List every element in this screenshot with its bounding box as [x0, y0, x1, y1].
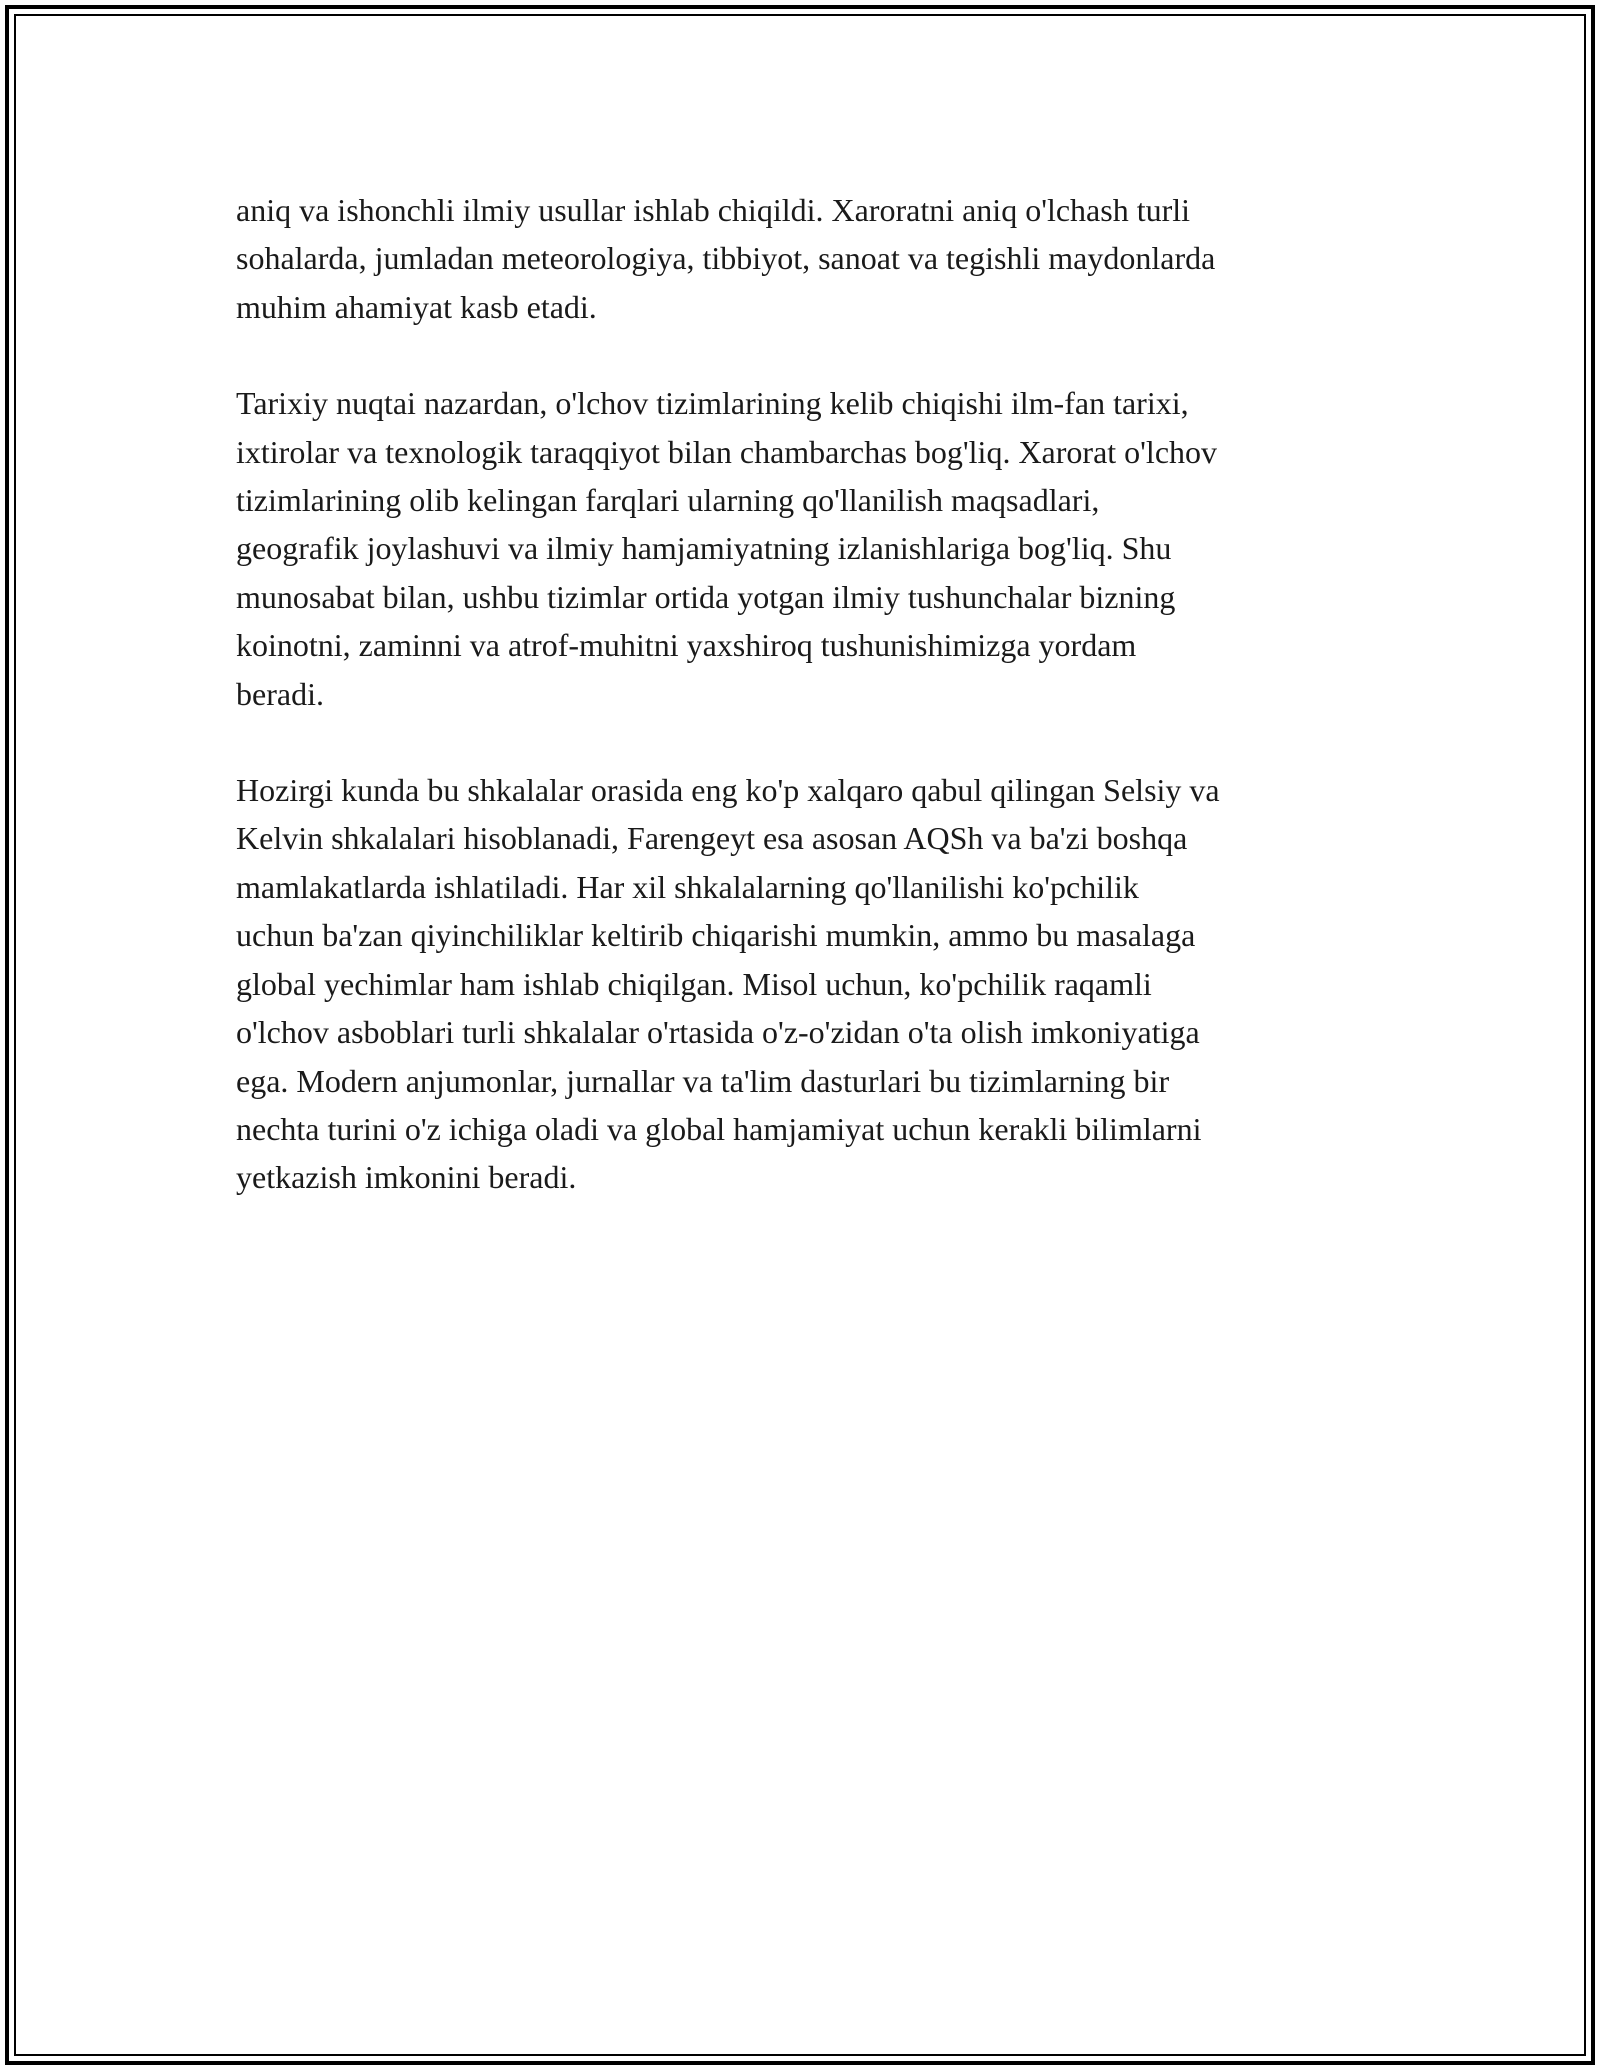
text-line: mamlakatlarda ishlatiladi. Har xil shkalalarning qo'llanilishi ko'pchilik: [236, 868, 1139, 905]
text-line: ixtirolar va texnologik taraqqiyot bilan chambarchas bog'liq. Xarorat o'lchov: [236, 433, 1218, 470]
text-line: Hozirgi kunda bu shkalalar orasida eng ko'p xalqaro qabul qilingan Selsiy va: [236, 772, 1220, 809]
text-line: aniq va ishonchli ilmiy usullar ishlab chiqildi. Xaroratni aniq o'lchash turli: [236, 192, 1191, 228]
text-line: geografik joylashuvi va ilmiy hamjamiyatning izlanishlariga bog'liq. Shu: [236, 530, 1172, 567]
text-line: Kelvin shkalalari hisoblanadi, Farengeyt esa asosan AQSh va ba'zi boshqa: [236, 820, 1188, 857]
text-line: tizimlarining olib kelingan farqlari ularning qo'llanilish maqsadlari,: [236, 482, 1100, 519]
text-line: sohalarda, jumladan meteorologiya, tibbiyot, sanoat va tegishli maydonlarda: [236, 240, 1216, 277]
text-line: Tarixiy nuqtai nazardan, o'lchov tizimlarining kelib chiqishi ilm-fan tarixi,: [236, 385, 1189, 422]
text-line: muhim ahamiyat kasb etadi.: [236, 288, 597, 325]
paragraph-1: [236, 186, 1366, 331]
text-line: uchun ba'zan qiyinchiliklar keltirib chiqarishi mumkin, ammo bu masalaga: [236, 917, 1196, 954]
text-line: ega. Modern anjumonlar, jurnallar va ta'lim dasturlari bu tizimlarning bir: [236, 1062, 1170, 1099]
text-line: koinotni, zaminni va atrof-muhitni yaxshiroq tushunishimizga yordam: [236, 627, 1137, 664]
text-line: global yechimlar ham ishlab chiqilgan. Misol uchun, ko'pchilik raqamli: [236, 965, 1152, 1002]
text-line: o'lchov asboblari turli shkalalar o'rtasida o'z-o'zidan o'ta olish imkoniyatiga: [236, 1014, 1200, 1051]
text-line: yetkazish imkonini beradi.: [236, 1159, 577, 1196]
text-line: beradi.: [236, 675, 324, 712]
text-line: nechta turini o'z ichiga oladi va global hamjamiyat uchun kerakli bilimlarni: [236, 1110, 1202, 1147]
document-body: [236, 186, 1366, 1250]
paragraph-3: [236, 766, 1366, 1202]
text-line: munosabat bilan, ushbu tizimlar ortida yotgan ilmiy tushunchalar bizning: [236, 578, 1176, 615]
paragraph-2: [236, 379, 1366, 718]
